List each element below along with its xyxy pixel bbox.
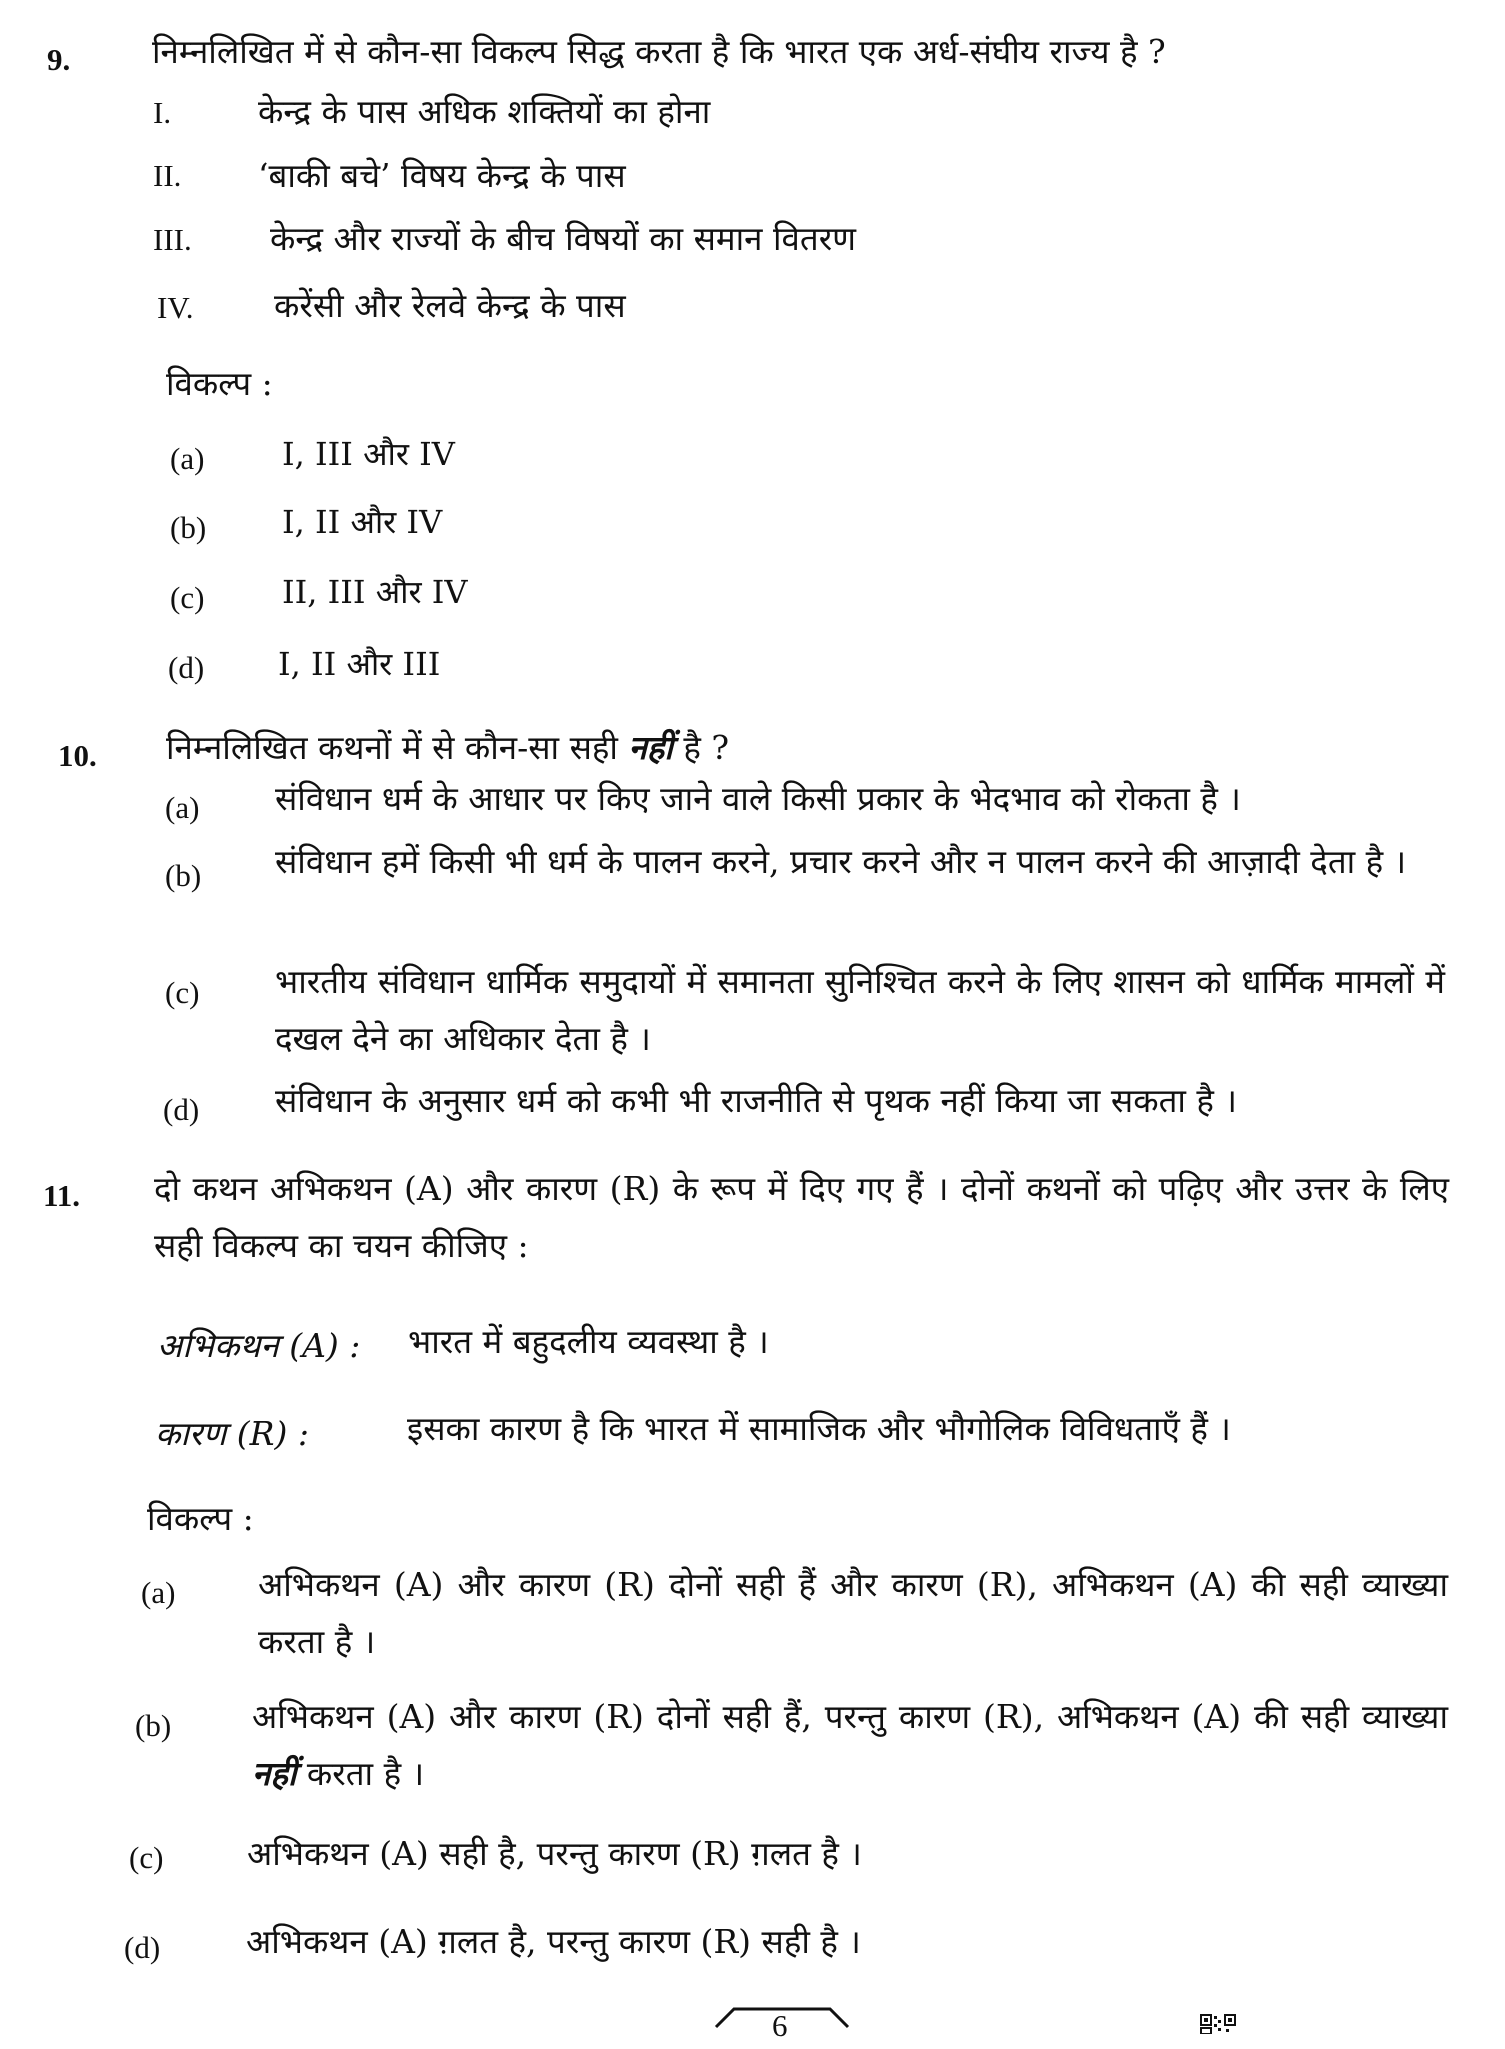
q9-statement-text: करेंसी और रेलवे केन्द्र के पास: [274, 286, 626, 325]
q11-option-text: [252, 1688, 1448, 1802]
q9-option-text: I, II और III: [278, 645, 441, 683]
q10-option-label: (b): [165, 858, 202, 893]
q9-option-label: (c): [170, 580, 205, 615]
q11-option-label: (a): [141, 1575, 176, 1610]
q9-option-text: I, II और IV: [282, 503, 443, 541]
q10-option-label: (a): [165, 790, 200, 825]
q9-number: 9.: [47, 42, 71, 77]
q11-assertion-text: भारत में बहुदलीय व्यवस्था है ।: [408, 1322, 769, 1361]
q11-options-heading: विकल्प :: [147, 1499, 254, 1538]
q9-option-label: (b): [170, 510, 207, 545]
q11-option-label: (b): [135, 1708, 172, 1743]
q9-statement-label: IV.: [157, 290, 194, 325]
q11-reason-text: इसका कारण है कि भारत में सामाजिक और भौगोलिक विविधताएँ हैं ।: [407, 1409, 1231, 1448]
page-number-frame: [712, 2005, 852, 2045]
q10-option-label: (d): [163, 1092, 200, 1127]
q9-options-heading: विकल्प :: [166, 364, 273, 403]
q9-option-label: (a): [170, 441, 205, 476]
q9-statement-label: II.: [153, 158, 182, 193]
q10-number: 10.: [58, 738, 97, 773]
q11-option-text: अभिकथन (A) सही है, परन्तु कारण (R) ग़लत है ।: [247, 1834, 862, 1873]
q9-option-text: I, III और IV: [282, 435, 455, 473]
q10-option-label: (c): [165, 975, 200, 1010]
q9-statement-text: ‘बाकी बचे’ विषय केन्द्र के पास: [258, 156, 626, 195]
q10-option-text: संविधान हमें किसी भी धर्म के पालन करने, प्रचार करने और न पालन करने की आज़ादी देता है ।: [275, 842, 1407, 881]
q11-number: 11.: [43, 1178, 81, 1213]
q9-text: निम्नलिखित में से कौन-सा विकल्प सिद्ध करता है कि भारत एक अर्ध-संघीय राज्य है ?: [152, 32, 1166, 71]
q10-text-negation: नहीं: [628, 728, 673, 767]
q11-reason-label: कारण (R) :: [155, 1414, 309, 1453]
q9-statement-label: I.: [153, 95, 172, 130]
q10-text-pre: निम्नलिखित कथनों में से कौन-सा सही: [166, 728, 618, 767]
q10-option-text: संविधान धर्म के आधार पर किए जाने वाले किसी प्रकार के भेदभाव को रोकता है ।: [275, 779, 1241, 818]
q10-text: [166, 724, 729, 769]
q11-option-b-negation: नहीं: [252, 1754, 297, 1793]
q11-text: दो कथन अभिकथन (A) और कारण (R) के रूप में दिए गए हैं । दोनों कथनों को पढ़िए और उत्तर के लिए सही विकल्प का चयन कीजिए :: [154, 1169, 1449, 1265]
q9-statement-text: केन्द्र के पास अधिक शक्तियों का होना: [258, 92, 711, 131]
q10-text-post: है ?: [683, 728, 730, 767]
q9-option-label: (d): [168, 650, 205, 685]
q10-option-text: संविधान के अनुसार धर्म को कभी भी राजनीति से पृथक नहीं किया जा सकता है ।: [275, 1081, 1237, 1120]
q10-option-text: भारतीय संविधान धार्मिक समुदायों में समानता सुनिश्चित करने के लिए शासन को धार्मिक मामलों में दखल देने का अधिकार देता है ।: [275, 962, 1445, 1058]
q9-statement-text: केन्द्र और राज्यों के बीच विषयों का समान वितरण: [270, 219, 857, 258]
qr-code-icon: [1200, 2014, 1236, 2034]
q11-option-text: अभिकथन (A) और कारण (R) दोनों सही हैं और कारण (R), अभिकथन (A) की सही व्याख्या करता है ।: [258, 1565, 1448, 1661]
q9-statement-label: III.: [153, 222, 192, 257]
q11-assertion-label: अभिकथन (A) :: [157, 1326, 361, 1365]
q9-option-text: II, III और IV: [282, 573, 468, 611]
page-number: 6: [772, 2008, 788, 2043]
q11-option-label: (c): [129, 1840, 164, 1875]
q11-option-b-post: करता है ।: [306, 1754, 425, 1793]
q11-option-b-pre: अभिकथन (A) और कारण (R) दोनों सही हैं, परन्तु कारण (R), अभिकथन (A) की सही व्याख्या: [252, 1697, 1448, 1736]
q11-option-text: अभिकथन (A) ग़लत है, परन्तु कारण (R) सही है ।: [246, 1922, 861, 1961]
q11-option-label: (d): [124, 1930, 161, 1965]
